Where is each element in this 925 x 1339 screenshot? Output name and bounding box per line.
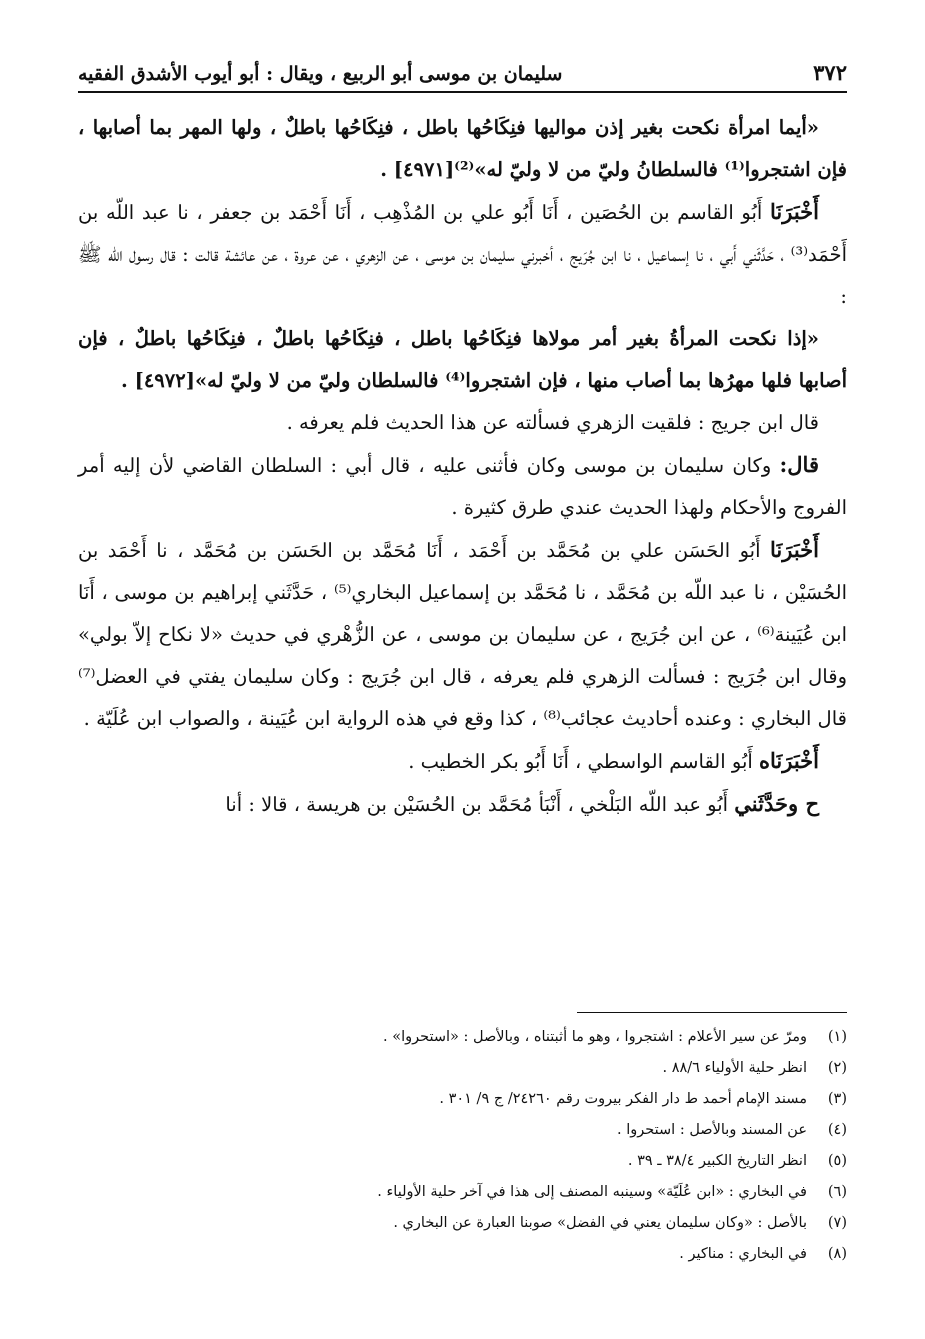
footnote <box>78 1115 847 1146</box>
page-number: ٣٧٢ <box>813 60 847 85</box>
footnote-number: (٦) <box>827 1184 847 1200</box>
footnote-text: مسند الإمام أحمد ط دار الفكر بيروت رقم ٢٤٢٦٠/ ج ٩/ ٣٠١ . <box>439 1091 807 1107</box>
isnad-paragraph: أَخْبَرَنَا أَبُو القاسم بن الحُصَين ، أَنَا أَبُو علي بن المُذْهِب ، أَنَا أَحْمَد بن جعفر ، نا عبد اللّه بن أَحْمَد⁽³⁾ ، حَدَّثَني أَبي ، نا إسماعيل ، نا ابن جُرَيج ، أخبرني سليمان بن موسى ، عن الزهري ، عن عروة ، عن عائشة قالت : قال رسول اللّه ﷺ : <box>78 199 847 308</box>
footnotes <box>78 1022 847 1270</box>
lead-word: قال: <box>779 452 819 477</box>
main-text <box>78 107 847 826</box>
lead-word: أَخْبَرَنَا <box>770 537 819 562</box>
running-head <box>78 60 847 93</box>
footnote <box>78 1239 847 1270</box>
footnote-number: (٥) <box>827 1153 847 1169</box>
footnote-number: (٧) <box>827 1215 847 1231</box>
lead-word: أَخْبَرَنَا <box>770 199 819 224</box>
footnote-number: (٢) <box>827 1060 847 1076</box>
footnote-text: عن المسند وبالأصل : استحروا . <box>617 1122 807 1138</box>
footnote-divider <box>577 1012 847 1013</box>
footnote-number: (٣) <box>827 1091 847 1107</box>
footnote-number: (٨) <box>827 1246 847 1262</box>
footnote-text: انظر حلية الأولياء ٨٨/٦ . <box>662 1060 807 1076</box>
footnote-text: ومرّ عن سير الأعلام : اشتجروا ، وهو ما أثبتناه ، وبالأصل : «استحروا» . <box>382 1029 807 1045</box>
footnote <box>78 1208 847 1239</box>
footnote <box>78 1022 847 1053</box>
text-paragraph: قال ابن جريج : فلقيت الزهري فسألته عن هذا الحديث فلم يعرفه . <box>286 411 819 434</box>
footnote <box>78 1053 847 1084</box>
isnad-paragraph: أَخْبَرَنَا أَبُو الحَسَن علي بن مُحَمَّد بن أَحْمَد ، أَنَا مُحَمَّد بن الحَسَن بن مُحَمَّد ، نا أَحْمَد بن الحُسَيْن ، نا عبد اللّه بن مُحَمَّد ، نا مُحَمَّد بن إسماعيل البخاري⁽⁵⁾ ، حَدَّثَني إبراهيم بن موسى ، أَنَا ابن عُيَينة⁽⁶⁾ ، عن ابن جُرَيج ، عن سليمان بن موسى ، عن الزُّهْري في حديث «لا نكاح إلاّ بولي» وقال ابن جُرَيج : فسألت الزهري فلم يعرفه ، قال ابن جُرَيج : وكان سليمان يفتي في العضل⁽⁷⁾ قال البخاري : وعنده أحاديث عجائب⁽⁸⁾ ، كذا وقع في هذه الرواية ابن عُيَينة ، والصواب ابن عُلَيّة . <box>78 537 847 730</box>
isnad-paragraph: أَخْبَرَنَاه أَبُو القاسم الواسطي ، أَنَا أَبُو بكر الخطيب . <box>408 748 819 773</box>
lead-word: أَخْبَرَنَاه <box>759 748 819 773</box>
running-title: سليمان بن موسى أبو الربيع ، ويقال : أبو أيوب الأشدق الفقيه <box>78 63 563 85</box>
footnote <box>78 1146 847 1177</box>
text-paragraph: قال: وكان سليمان بن موسى وكان فأثنى عليه ، قال أبي : السلطان القاضي لأن إليه أمر الفروج والأحكام ولهذا الحديث عندي طرق كثيرة . <box>78 452 847 519</box>
footnote-number: (٤) <box>827 1122 847 1138</box>
footnote <box>78 1084 847 1115</box>
lead-word: ح وحَدَّثَني <box>734 791 819 816</box>
page <box>78 60 847 826</box>
footnote-text: في البخاري : مناكير . <box>679 1246 807 1262</box>
footnote-text: انظر التاريخ الكبير ٣٨/٤ ـ ٣٩ . <box>627 1153 807 1169</box>
footnote <box>78 1177 847 1208</box>
isnad-paragraph: ح وحَدَّثَني أَبُو عبد اللّه البَلْخي ، أَنْبَأ مُحَمَّد بن الحُسَيْن بن هريسة ، قالا : أنا <box>225 791 819 816</box>
hadith-text: «إذا نكحت المرأةُ بغير أمر مولاها فنِكَاحُها باطل ، فنِكَاحُها باطلٌ ، فنِكَاحُها باطلٌ ، فإن أصابها فلها مهرُها بما أصاب منها ، فإن اشتجروا⁽⁴⁾ فالسلطان وليّ من لا وليّ له»[٤٩٧٢] . <box>78 327 847 392</box>
hadith-text: «أيما امرأة نكحت بغير إذن مواليها فنِكَاحُها باطل ، فنِكَاحُها باطلٌ ، ولها المهر بما أصابها ، فإن اشتجروا⁽¹⁾ فالسلطانُ وليّ من لا وليّ له»⁽²⁾[٤٩٧١] . <box>78 116 847 181</box>
footnote-text: في البخاري : «ابن عُلَيّة» وسينبه المصنف إلى هذا في آخر حلية الأولياء . <box>377 1184 807 1200</box>
footnote-text: بالأصل : «وكان سليمان يعني في الفضل» صوبنا العبارة عن البخاري . <box>393 1215 807 1231</box>
footnote-number: (١) <box>827 1029 847 1045</box>
